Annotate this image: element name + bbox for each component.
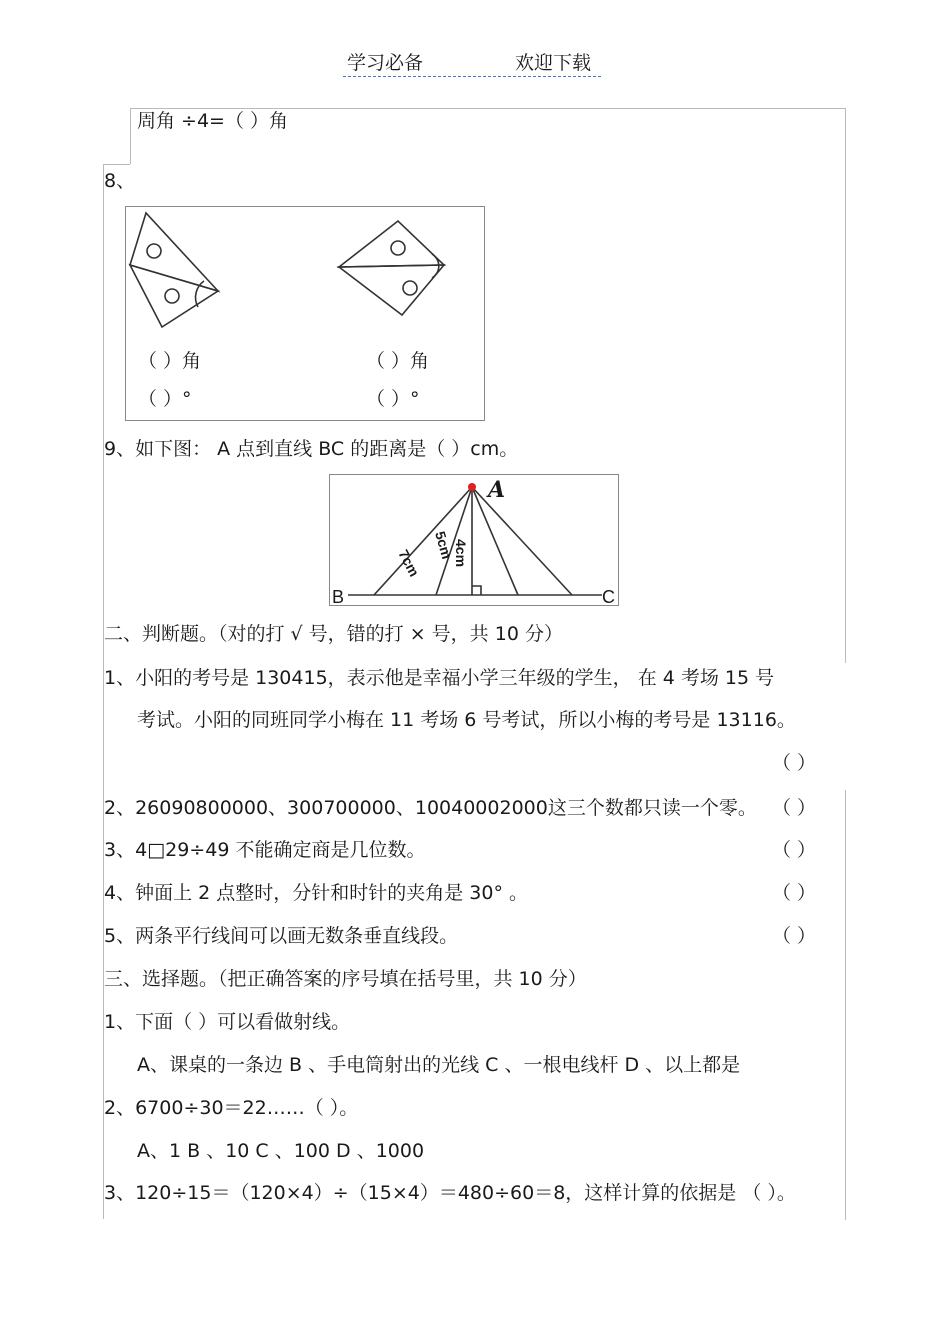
choice-3: 3、120÷15＝（120×4）÷（15×4）＝480÷60＝8，这样计算的依据是 （ ）。 bbox=[104, 1182, 796, 1204]
choice-2: 2、6700÷30＝22……（ ）。 bbox=[104, 1097, 359, 1119]
left-ruler-hole-1 bbox=[147, 244, 161, 258]
judge-2: 2、26090800000、300700000、10040002000这三个数都只读一个零。 bbox=[104, 797, 757, 819]
right-angle-mark bbox=[472, 586, 481, 595]
judge-3: 3、4□29÷49 不能确定商是几位数。 bbox=[104, 839, 426, 861]
point-a-label: A bbox=[488, 477, 506, 503]
judge-2-answer-blank: （ ） bbox=[772, 797, 817, 819]
left-angle-degree-blank: （ ）° bbox=[138, 388, 192, 410]
section-2-title: 二、判断题。（对的打 √ 号，错的打 × 号，共 10 分） bbox=[104, 623, 563, 645]
figure-9-distance bbox=[329, 474, 619, 606]
left-angle-name-blank: （ ）角 bbox=[138, 350, 202, 372]
right-triangle-ruler-bottom bbox=[339, 265, 444, 315]
right-ruler-hole-1 bbox=[391, 241, 405, 255]
header-right: 欢迎下载 bbox=[515, 52, 592, 74]
judge-4-answer-blank: （ ） bbox=[772, 882, 817, 904]
length-7cm-label: 7cm bbox=[395, 546, 423, 580]
right-angle-degree-blank: （ ）° bbox=[366, 388, 420, 410]
judge-5: 5、两条平行线间可以画无数条垂直线段。 bbox=[104, 925, 459, 947]
question-circle-angle: 周角 ÷4=（ ）角 bbox=[137, 110, 289, 132]
frame-step-line bbox=[103, 164, 130, 165]
judge-1-line-2: 考试。小阳的同班同学小梅在 11 考场 6 号考试，所以小梅的考号是 13116。 bbox=[137, 709, 796, 731]
choice-1: 1、下面（ ）可以看做射线。 bbox=[104, 1011, 351, 1033]
segment-right-1 bbox=[472, 487, 518, 595]
page-header bbox=[343, 46, 601, 77]
point-c-label: C bbox=[602, 587, 615, 605]
judge-5-answer-blank: （ ） bbox=[772, 925, 817, 947]
frame-left-stub bbox=[130, 108, 131, 164]
point-b-label: B bbox=[332, 587, 345, 605]
length-5cm-label: 5cm bbox=[432, 529, 456, 561]
judge-1-line-1: 1、小阳的考号是 130415，表示他是幸福小学三年级的学生， 在 4 考场 15 号 bbox=[104, 667, 775, 689]
judge-3-answer-blank: （ ） bbox=[772, 839, 817, 861]
question-9: 9、如下图： A 点到直线 BC 的距离是（ ）cm。 bbox=[104, 438, 519, 460]
right-angle-name-blank: （ ）角 bbox=[366, 350, 430, 372]
choice-1-options: A、课桌的一条边 B 、手电筒射出的光线 C 、一根电线杆 D 、以上都是 bbox=[137, 1054, 741, 1076]
segment-right-2 bbox=[472, 487, 572, 595]
left-ruler-hole-2 bbox=[165, 289, 179, 303]
left-triangle-ruler-bottom bbox=[130, 265, 218, 327]
choice-2-options: A、1 B 、10 C 、100 D 、1000 bbox=[137, 1140, 425, 1162]
figure-8-triangle-rulers bbox=[125, 206, 485, 421]
judge-1-answer-blank: （ ） bbox=[772, 752, 817, 774]
right-ruler-hole-2 bbox=[403, 281, 417, 295]
length-4cm-label: 4cm bbox=[453, 539, 469, 568]
section-3-title: 三、选择题。（把正确答案的序号填在括号里，共 10 分） bbox=[104, 968, 587, 990]
frame-right-line-bottom bbox=[845, 790, 846, 1220]
judge-4: 4、钟面上 2 点整时，分针和时针的夹角是 30° 。 bbox=[104, 882, 529, 904]
left-triangle-ruler-top bbox=[130, 213, 218, 291]
frame-right-line-top bbox=[845, 108, 846, 663]
figure-9-drawing bbox=[330, 475, 618, 605]
header-left: 学习必备 bbox=[347, 52, 424, 74]
frame-left-line bbox=[103, 164, 104, 1219]
question-8-number: 8、 bbox=[104, 170, 136, 192]
point-a-dot bbox=[468, 483, 476, 491]
